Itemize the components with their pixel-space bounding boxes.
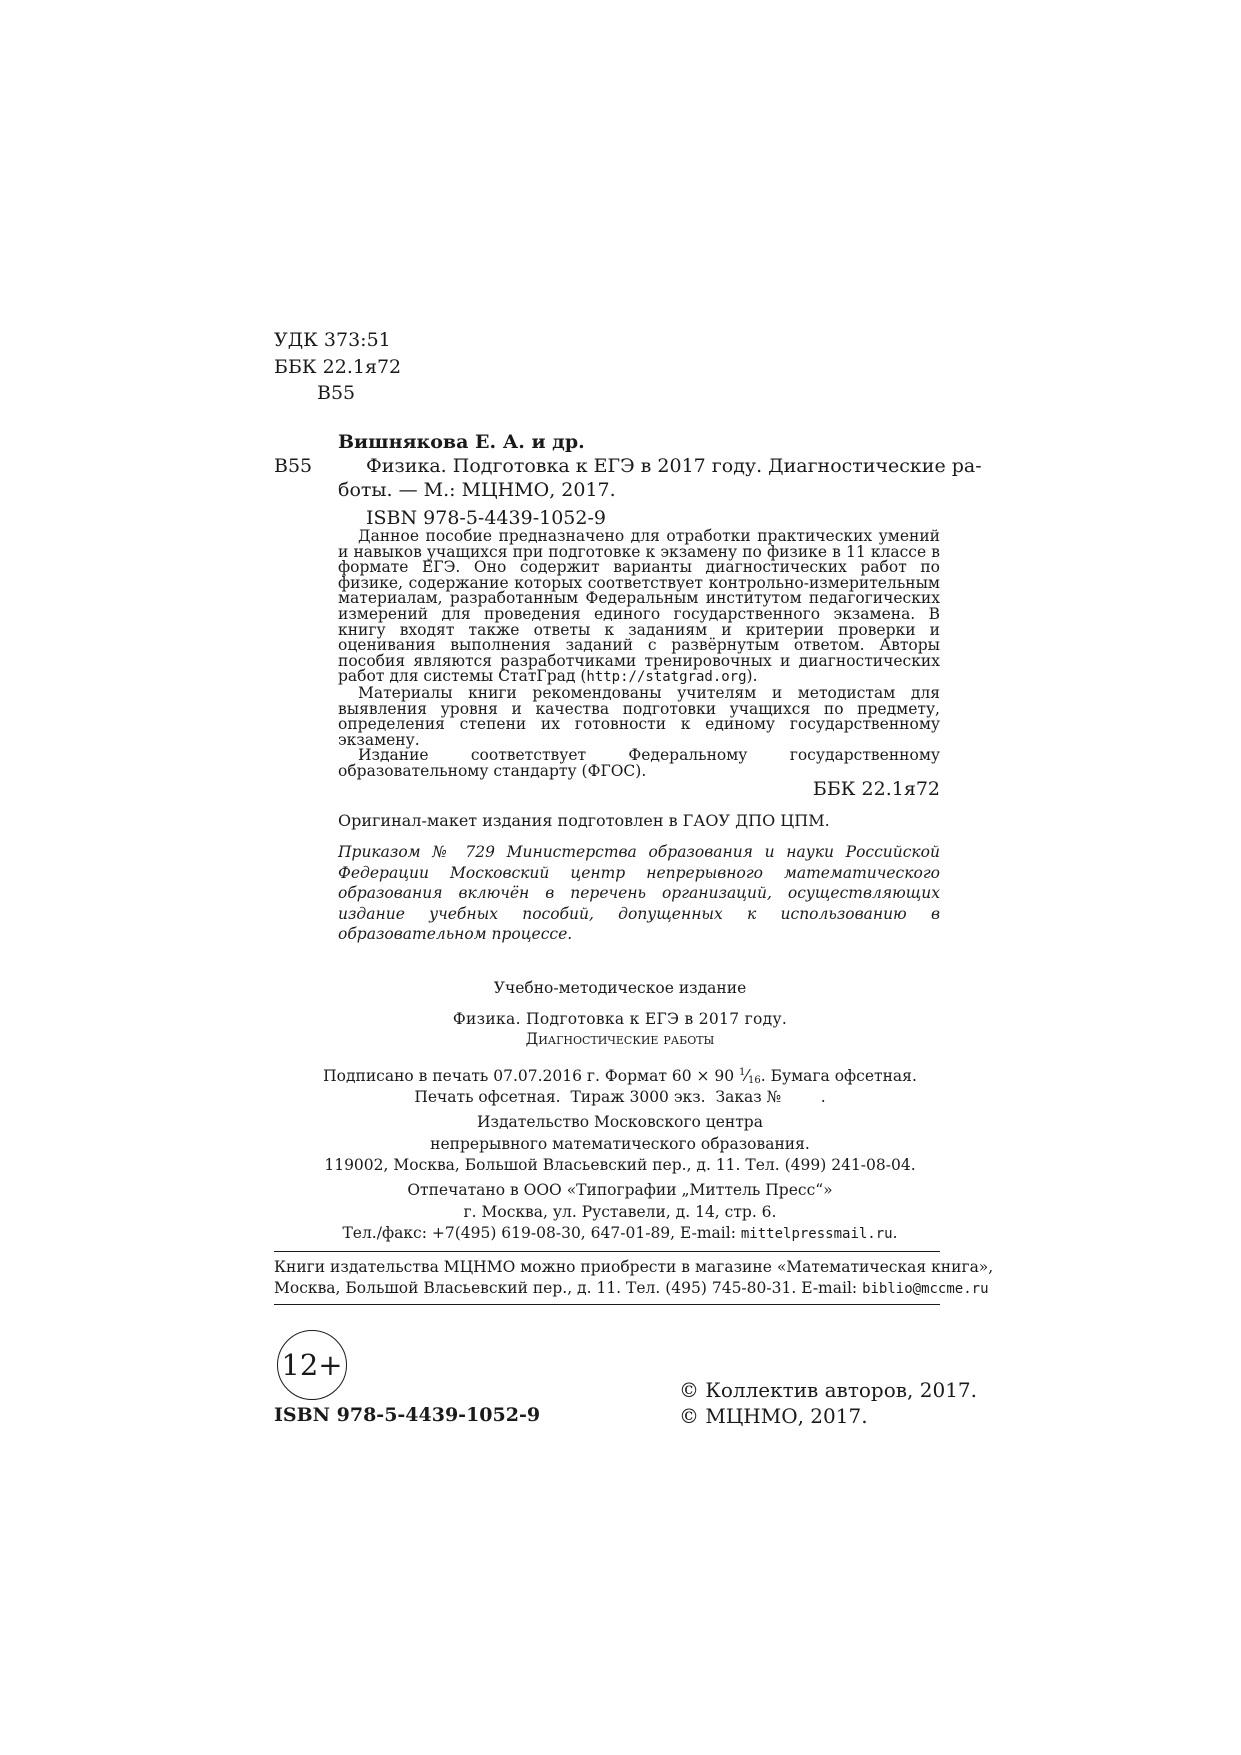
entry-title-line2: боты. — М.: МЦНМО, 2017. [338, 479, 616, 501]
printer-contacts-prefix: Тел./факс: +7(495) 619-08-30, 647-01-89, E-mail: [342, 1224, 741, 1242]
abstract-bbk: ББК 22.1я72 [812, 778, 940, 800]
abstract-paragraph-3: Издание соответствует Федеральному государственному образовательному стандарту (ФГОС). [338, 746, 940, 780]
shop-bottom-rule [274, 1304, 940, 1305]
shop-line2-prefix: Москва, Большой Власьевский пер., д. 11. Тел. (495) 745-80-31. E-mail: [274, 1279, 863, 1297]
printer-line1: Отпечатано в ООО «Типографии „Миттель Пресс“» [407, 1181, 833, 1199]
copyright-authors: © Коллектив авторов, 2017. [679, 1378, 977, 1402]
imprint-title-line2: Диагностические работы [525, 1030, 715, 1048]
shop-email: biblio@mccme.ru [862, 1281, 989, 1297]
signed-suffix: . Бумага офсетная. [760, 1067, 917, 1085]
shop-top-rule [274, 1251, 940, 1252]
signed-prefix: Подписано в печать 07.07.2016 г. Формат 60 × 90 [323, 1067, 740, 1085]
footer-isbn: ISBN 978-5-4439-1052-9 [274, 1404, 541, 1426]
fraction-numerator: 1 [739, 1067, 746, 1078]
publisher-address: 119002, Москва, Большой Власьевский пер., д. 11. Тел. (499) 241-08-04. [324, 1156, 916, 1174]
ministry-decree: Приказом № 729 Министерства образования и науки Российской Федерации Московский центр непрерывного математического образования включён в перечень организаций, осуществляющих издание учебных пособий, допущенных к использованию в образовательном процессе. [338, 843, 940, 943]
fraction-denominator: 16 [748, 1075, 761, 1086]
age-rating-badge: 12+ [277, 1330, 347, 1400]
format-fraction: $^1⁄_{16}$ [739, 1067, 761, 1086]
statgrad-url: http://statgrad.org [586, 669, 747, 686]
shop-line2 [274, 1279, 989, 1297]
bbk-code: ББК 22.1я72 [274, 356, 402, 378]
entry-title-line1: Физика. Подготовка к ЕГЭ в 2017 году. Диагностические ра- [366, 455, 982, 477]
imprint-title-line1: Физика. Подготовка к ЕГЭ в 2017 году. [452, 1010, 788, 1028]
printer-email: mittelpressmail.ru [740, 1226, 893, 1242]
entry-mark: В55 [274, 455, 313, 477]
author-mark: В55 [317, 382, 356, 404]
printer-contacts-suffix: . [892, 1224, 898, 1242]
abstract-p1-end: ). [746, 667, 758, 686]
print-run-line: Печать офсетная. Тираж 3000 экз. Заказ № . [414, 1088, 826, 1106]
shop-line1: Книги издательства МЦНМО можно приобрести в магазине «Математическая книга», [274, 1258, 994, 1276]
copyright-publisher: © МЦНМО, 2017. [679, 1404, 868, 1428]
udk-code: УДК 373:51 [274, 329, 391, 351]
abstract-paragraph-2: Материалы книги рекомендованы учителям и методистам для выявления уровня и качества подготовки учащихся по предмету, определения степени их готовности к единому государственному экзамену. [338, 683, 940, 749]
original-layout-note: Оригинал-макет издания подготовлен в ГАОУ ДПО ЦПМ. [338, 811, 830, 830]
publisher-line2: непрерывного математического образования. [430, 1135, 810, 1153]
printer-line2: г. Москва, ул. Руставели, д. 14, стр. 6. [463, 1203, 777, 1221]
edition-type: Учебно-методическое издание [493, 979, 747, 997]
publisher-line1: Издательство Московского центра [477, 1113, 763, 1131]
abstract-p1-text: Данное пособие предназначено для отработки практических умений и навыков учащихся при подготовке к экзамену по физике в 11 классе в формате ЕГЭ. Оно содержит варианты диагностических работ по физике, содержание которых соответствует контрольно-измерительным материалам, разработанным Федеральным институтом педагогических измерений для проведения единого государственного экзамена. В книгу входят также ответы к заданиям и критерии проверки и оценивания выполнения заданий с развёрнутым ответом. Авторы пособия являются разработчиками тренировочных и диагностических работ для системы СтатГрад ( [338, 527, 940, 686]
entry-isbn: ISBN 978-5-4439-1052-9 [366, 507, 606, 529]
entry-author: Вишнякова Е. А. и др. [338, 431, 585, 453]
abstract [338, 529, 940, 780]
printer-contacts [300, 1224, 940, 1242]
abstract-paragraph-1 [338, 529, 940, 686]
signed-line [300, 1067, 940, 1086]
